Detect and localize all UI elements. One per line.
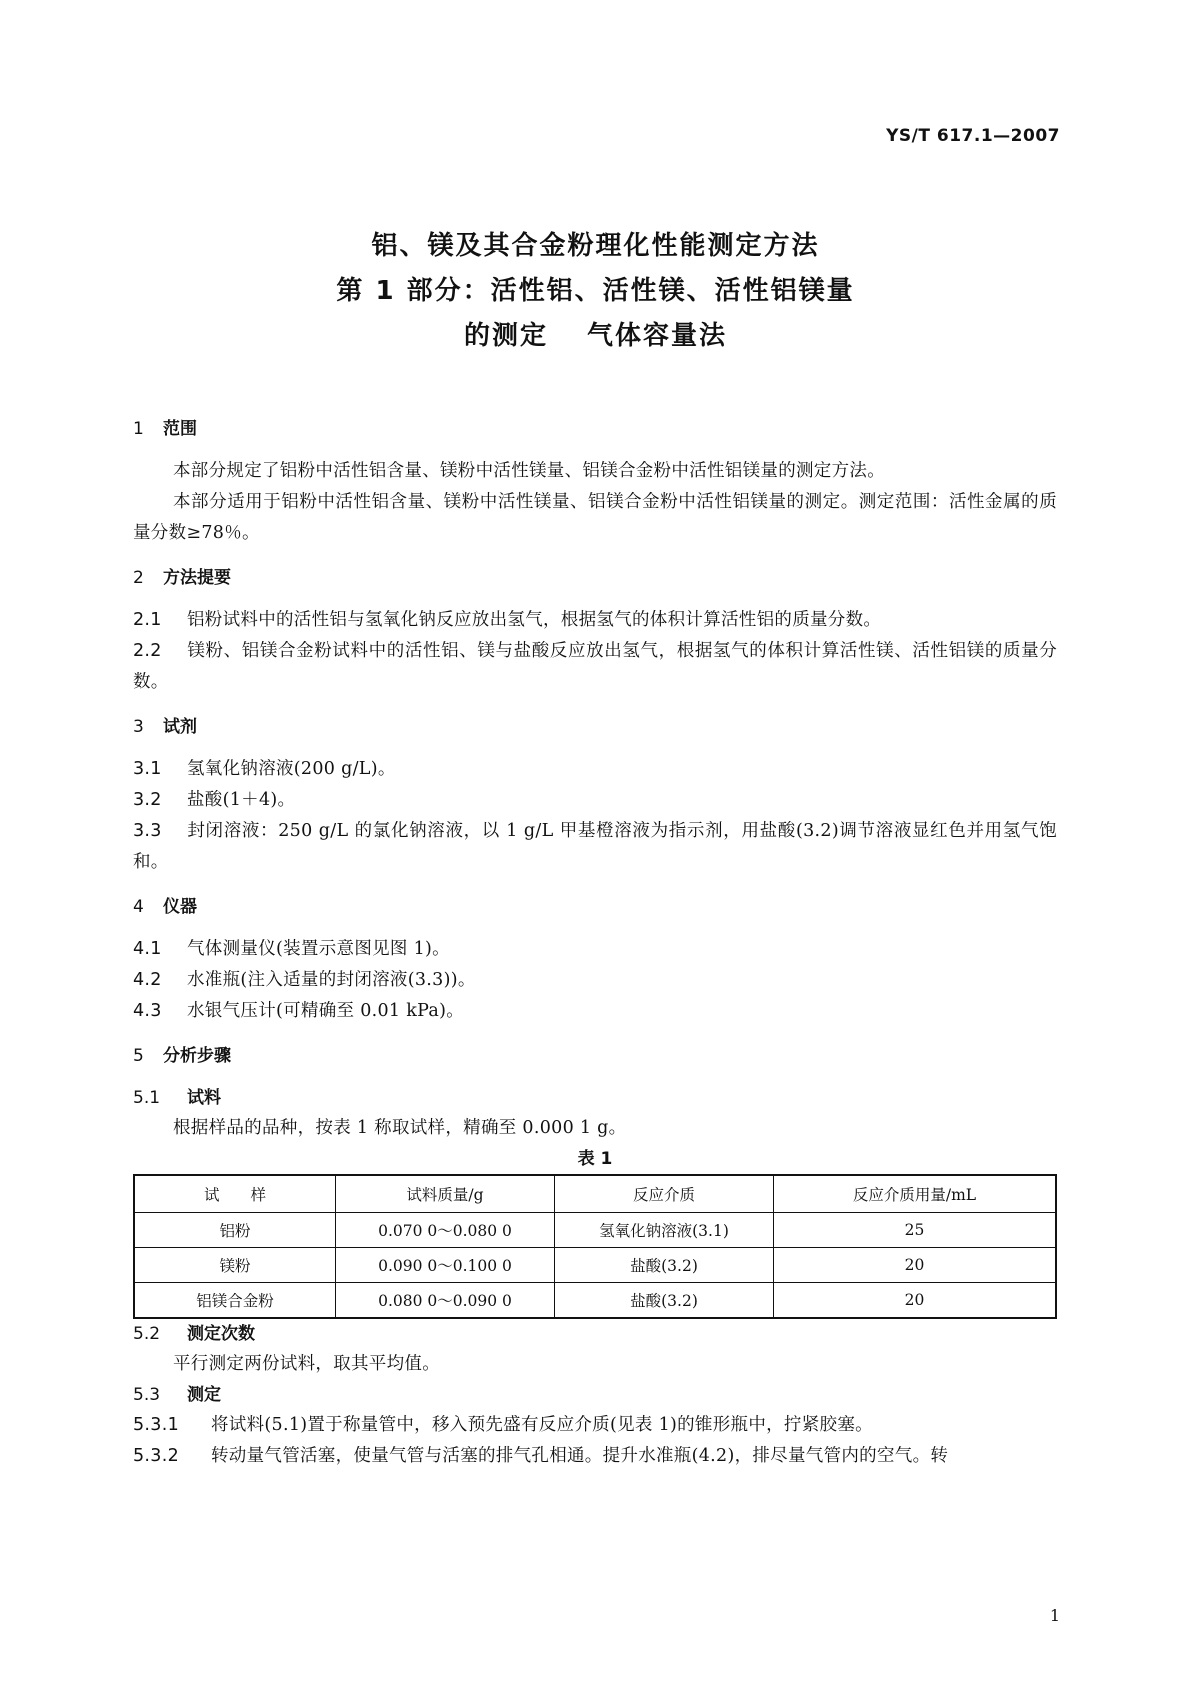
table-header-cell: 反应介质用量/mL [774, 1175, 1057, 1213]
clause [133, 636, 1057, 698]
subsection-heading [133, 1319, 1057, 1349]
clause [133, 785, 1057, 816]
table-row [134, 1283, 1056, 1319]
clause-number: 5.3.1 [133, 1415, 180, 1435]
section-title: 范围 [163, 419, 197, 439]
section-number: 2 [133, 568, 144, 588]
section-number: 5 [133, 1046, 144, 1066]
paragraph: 本部分适用于铝粉中活性铝含量、镁粉中活性镁量、铝镁合金粉中活性铝镁量的测定。测定范围：活性金属的质量分数≥78％。 [133, 492, 1057, 543]
clause-number: 3.1 [133, 759, 162, 779]
clause-text: 氢氧化钠溶液(200 g/L)。 [187, 759, 396, 779]
clause-number: 2.1 [133, 610, 162, 630]
clause-text: 转动量气管活塞，使量气管与活塞的排气孔相通。提升水准瓶(4.2)，排尽量气管内的空气。转 [211, 1446, 949, 1466]
clause-text: 水银气压计(可精确至 0.01 kPa)。 [187, 1001, 465, 1021]
table-cell: 20 [774, 1248, 1057, 1283]
paragraph: 平行测定两份试料，取其平均值。 [173, 1354, 440, 1374]
subsection-number: 5.3 [133, 1385, 161, 1405]
table-cell: 0.080 0～0.090 0 [336, 1283, 555, 1319]
clause-text: 将试料(5.1)置于称量管中，移入预先盛有反应介质(见表 1)的锥形瓶中，拧紧胶塞。 [211, 1415, 873, 1435]
section-title: 仪器 [163, 897, 197, 917]
clause [133, 816, 1057, 878]
clause [133, 996, 1057, 1027]
clause [133, 1441, 1057, 1472]
clause-number: 4.2 [133, 970, 162, 990]
subsection-number: 5.1 [133, 1088, 161, 1108]
section-title: 试剂 [163, 717, 197, 737]
subsection-number: 5.2 [133, 1324, 161, 1344]
table-cell: 25 [774, 1213, 1057, 1248]
clause-text: 气体测量仪(装置示意图见图 1)。 [187, 939, 450, 959]
paragraph: 本部分规定了铝粉中活性铝含量、镁粉中活性镁量、铝镁合金粉中活性铝镁量的测定方法。 [173, 461, 885, 481]
section-heading [133, 712, 1057, 742]
clause [133, 965, 1057, 996]
clause-number: 3.2 [133, 790, 162, 810]
table-cell: 0.070 0～0.080 0 [336, 1213, 555, 1248]
clause-number: 2.2 [133, 641, 162, 661]
standard-code: YS/T 617.1—2007 [886, 126, 1060, 146]
subsection-title: 测定 [187, 1385, 221, 1405]
clause-text: 盐酸(1＋4)。 [187, 790, 296, 810]
clause-text: 水准瓶(注入适量的封闭溶液(3.3))。 [187, 970, 476, 990]
title-line-1: 铝、镁及其合金粉理化性能测定方法 [371, 231, 820, 261]
table-row [134, 1248, 1056, 1283]
table-caption: 表 1 [577, 1149, 613, 1169]
subsection-title: 试料 [187, 1088, 221, 1108]
table-cell: 铝粉 [134, 1213, 336, 1248]
paragraph: 根据样品的品种，按表 1 称取试样，精确至 0.000 1 g。 [173, 1118, 627, 1138]
clause-number: 4.3 [133, 1001, 162, 1021]
section-title: 方法提要 [163, 568, 231, 588]
table-header-cell: 试料质量/g [336, 1175, 555, 1213]
title-line-2: 第 1 部分：活性铝、活性镁、活性铝镁量 [336, 276, 855, 306]
clause-number: 3.3 [133, 821, 162, 841]
table-header-cell: 试 样 [134, 1175, 336, 1213]
clause-number: 5.3.2 [133, 1446, 180, 1466]
table-cell: 盐酸(3.2) [555, 1248, 774, 1283]
document-title [0, 224, 1191, 359]
subsection-title: 测定次数 [187, 1324, 255, 1344]
table-row [134, 1213, 1056, 1248]
table-cell: 盐酸(3.2) [555, 1283, 774, 1319]
clause [133, 754, 1057, 785]
table-cell: 镁粉 [134, 1248, 336, 1283]
section-title: 分析步骤 [163, 1046, 231, 1066]
section-number: 3 [133, 717, 144, 737]
section-heading [133, 563, 1057, 593]
section-heading [133, 414, 1057, 444]
subsection-heading [133, 1380, 1057, 1410]
page-number: 1 [1049, 1606, 1060, 1625]
clause [133, 934, 1057, 965]
table-cell: 0.090 0～0.100 0 [336, 1248, 555, 1283]
sample-table [133, 1174, 1057, 1319]
clause-text: 封闭溶液：250 g/L 的氯化钠溶液，以 1 g/L 甲基橙溶液为指示剂，用盐酸(3.2)调节溶液显红色并用氢气饱和。 [133, 821, 1057, 872]
section-number: 4 [133, 897, 144, 917]
document-body [133, 414, 1057, 1472]
clause-text: 铝粉试料中的活性铝与氢氧化钠反应放出氢气，根据氢气的体积计算活性铝的质量分数。 [187, 610, 882, 630]
table-cell: 铝镁合金粉 [134, 1283, 336, 1319]
title-line-3: 的测定 气体容量法 [463, 321, 728, 351]
table-cell: 氢氧化钠溶液(3.1) [555, 1213, 774, 1248]
section-number: 1 [133, 419, 144, 439]
clause-number: 4.1 [133, 939, 162, 959]
clause [133, 605, 1057, 636]
table-header-row [134, 1175, 1056, 1213]
clause-text: 镁粉、铝镁合金粉试料中的活性铝、镁与盐酸反应放出氢气，根据氢气的体积计算活性镁、活性铝镁的质量分数。 [133, 641, 1057, 692]
section-heading [133, 1041, 1057, 1071]
clause [133, 1410, 1057, 1441]
table-cell: 20 [774, 1283, 1057, 1319]
section-heading [133, 892, 1057, 922]
table-header-cell: 反应介质 [555, 1175, 774, 1213]
subsection-heading [133, 1083, 1057, 1113]
